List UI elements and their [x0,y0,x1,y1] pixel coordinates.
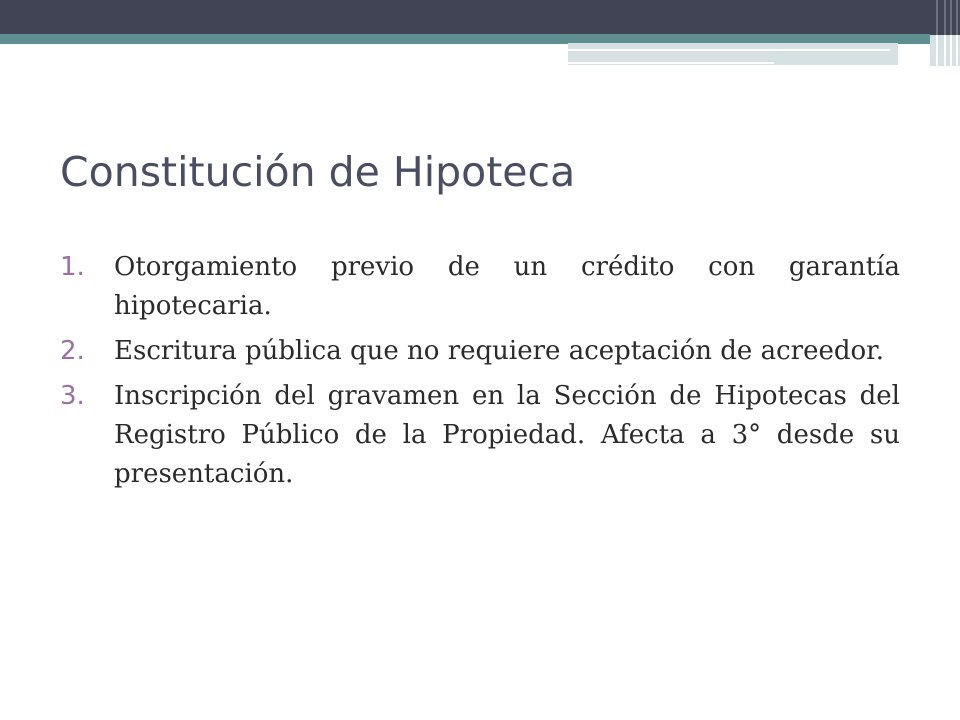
list-item-number: 2. [60,336,85,366]
list-item [60,248,900,326]
header-divider-line [568,49,890,51]
numbered-list [60,248,900,500]
list-item-text: Otorgamiento previo de un crédito con garantía hipotecaria. [114,252,900,321]
list-item-text: Escritura pública que no requiere aceptación de acreedor. [114,336,884,366]
slide-title: Constitución de Hipoteca [60,148,576,196]
header-divider-line-short [568,62,774,64]
list-item [60,332,900,371]
list-item-number: 3. [60,381,85,411]
header-edge-dark [930,0,960,35]
list-item [60,377,900,494]
header-band-dark [0,0,960,35]
list-item-number: 1. [60,252,85,282]
list-item-text: Inscripción del gravamen en la Sección de Hipotecas del Registro Público de la Propiedad. Afecta a 3° desde su presentación. [114,381,900,489]
